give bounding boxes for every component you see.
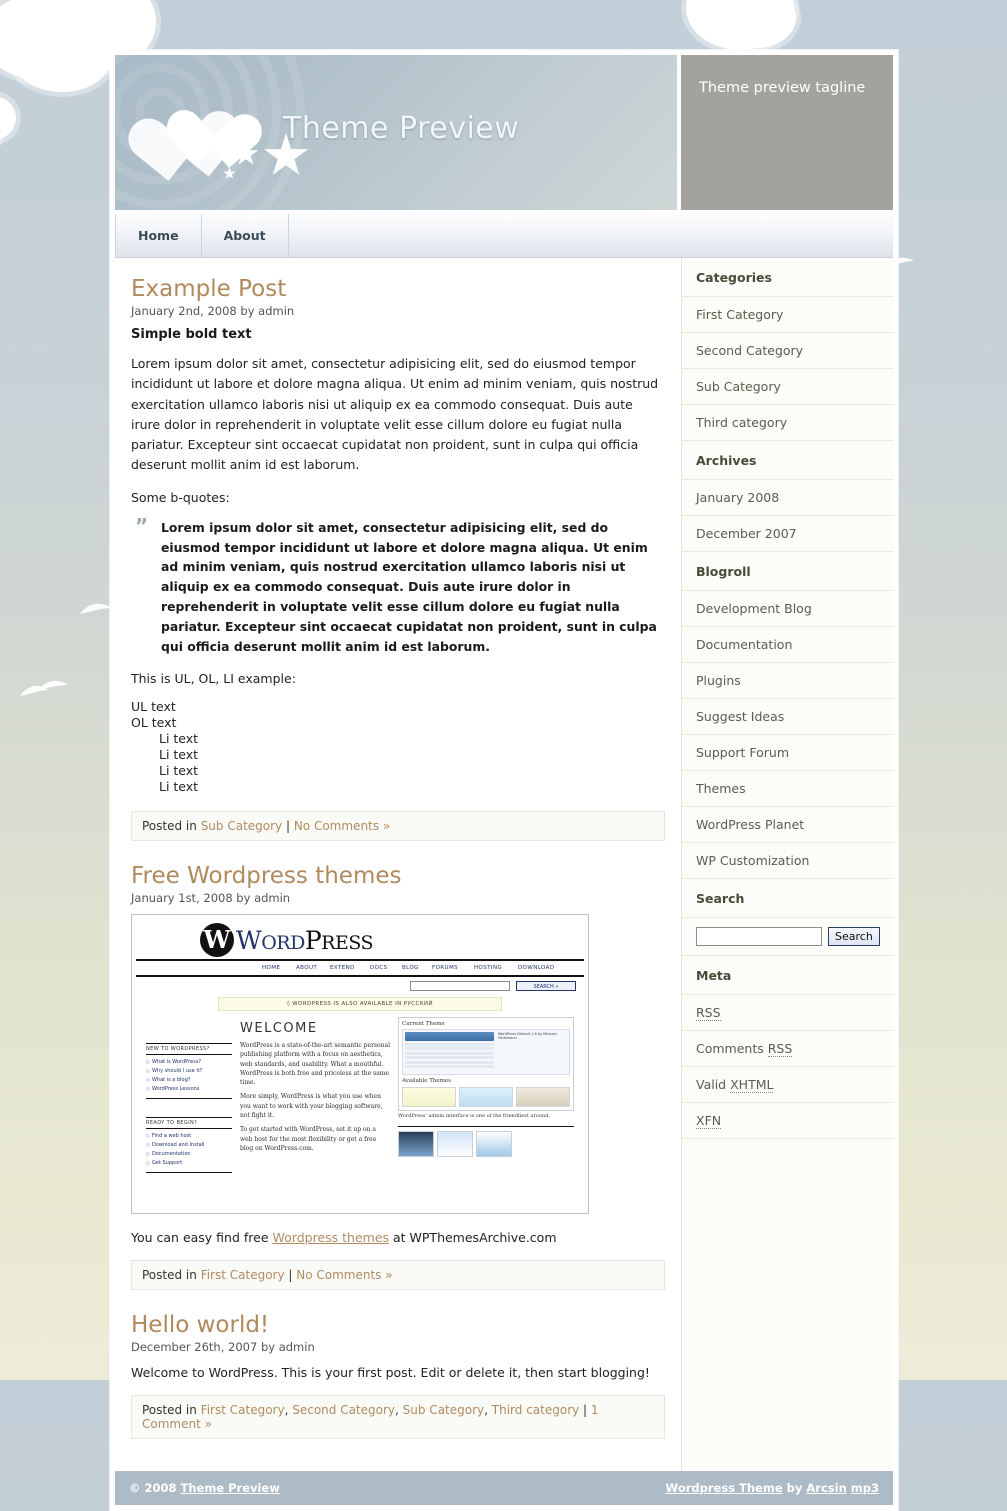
sidebar-item-valid-xhtml[interactable] [682,1067,894,1103]
xhtml-abbr: XHTML [730,1077,774,1092]
caption-before: You can easy find free [131,1229,273,1245]
sidebar-item-suggest-ideas[interactable]: Suggest Ideas [682,699,894,735]
heart-icon [133,103,253,210]
wp-column-left [146,1017,232,1173]
cloud-shape [14,30,110,92]
quote-mark-icon: ” [135,513,149,538]
post-category-link[interactable]: Sub Category [200,818,283,833]
post-title[interactable]: Example Post [131,276,287,302]
sidebar-item-wp-customization[interactable]: WP Customization [682,843,894,879]
wp-language-banner: ◊ WORDPRESS IS ALSO AVAILABLE IN РУССКИЙ [218,997,502,1011]
wp-para-1: WordPress is a state-of-the-art semantic personal publishing platform with a focus on aesthetics, web standards, and usability. What a mouthful. WordPress is both free and priceless at the same time. [240,1041,390,1087]
cloud-shape [0,96,16,140]
main-navigation [115,214,893,258]
blockquote [131,513,665,657]
wp-col1-item: ○ Find a web host [146,1132,232,1141]
wp-col1-head2: READY TO BEGIN? [146,1117,232,1129]
blockquote-text: Lorem ipsum dolor sit amet, consectetur adipisicing elit, sed do eiusmod tempor incididunt ut labore et dolore magna aliqua. Ut enim ad minim veniam, quis nostrud exercitation ullamco laboris nisi ut aliquip ex ea commodo consequat. Duis aute irure dolor in reprehenderit in voluptate velit esse cillum dolore eu fugiat nulla pariatur. Excepteur sint occaecat cupidatat non proident, sunt in culpa qui officia deserunt mollit anim id est laborum. [161,519,657,654]
site-header [115,55,893,210]
wp-panel-title-2: Available Themes [402,1077,451,1084]
post-meta-separator: | [579,1403,591,1418]
sidebar-item-december-2007[interactable]: December 2007 [682,516,894,552]
wp-nav-home: HOME [262,964,281,971]
post-meta [131,1260,665,1290]
copyright-prefix: © 2008 [129,1481,181,1496]
wp-panel-note: WordPress Default 1.6 by Michael Heilemann [497,1031,557,1040]
post-meta [131,1395,665,1439]
wp-panel-title: Current Theme [402,1020,445,1027]
caption-after: at WPThemesArchive.com [389,1229,557,1245]
main-content [115,258,681,1471]
wp-nav-blog: BLOG [402,964,419,971]
wp-search-input [410,981,510,991]
sidebar-item-support-forum[interactable]: Support Forum [682,735,894,771]
search-form [682,918,894,956]
bird-icon [18,676,80,706]
nav-item-home[interactable]: Home [115,214,202,257]
quote-intro: Some b-quotes: [131,489,230,505]
wp-nav-download: DOWNLOAD [518,964,555,971]
sidebar-heading-categories: Categories [682,258,894,297]
post-comments-link[interactable]: 1 Comment » [142,1403,599,1432]
sidebar-item-documentation[interactable]: Documentation [682,627,894,663]
post-comments-link[interactable]: No Comments » [293,818,391,833]
cloud-shape [716,0,796,48]
wordpress-wordmark [236,926,373,955]
wp-theme-thumbs [402,1087,570,1107]
wp-bottom-thumbs [398,1126,574,1157]
list-item: UL text [131,698,176,714]
site-footer [115,1471,893,1505]
post-date: January 2nd, 2008 by admin [131,304,295,318]
list-item: Li text [159,778,199,794]
wp-para-2: More simply, WordPress is what you use when you want to work with your blogging software, not fight it. [240,1093,383,1119]
list-example [131,699,665,795]
list-item: OL text [131,714,177,730]
wp-column-middle [240,1017,390,1173]
wp-searchbar [136,977,584,995]
wp-col1-item: ○ What is WordPress? [146,1058,232,1067]
wordpress-logo-icon: W [200,923,234,957]
list-item: Li text [159,730,199,746]
sidebar-item-comments-rss[interactable] [682,1031,894,1067]
post-meta-separator: | [282,818,294,833]
sidebar-heading-archives: Archives [682,441,894,480]
wp-admin-preview [402,1029,570,1075]
wp-col1-item: ○ Download and Install [146,1141,232,1150]
sidebar-item-third-category[interactable]: Third category [682,405,894,441]
header-banner [115,55,677,210]
post-caption [131,1228,665,1248]
post-title[interactable]: Free Wordpress themes [131,862,402,889]
content-columns [115,258,893,1471]
comma: , [284,1403,293,1418]
wp-divider [146,1098,232,1099]
search-input[interactable] [696,927,822,946]
sidebar-item-rss[interactable] [682,995,894,1031]
post-date: December 26th, 2007 by admin [131,1340,315,1355]
list-item: Li text [159,746,199,762]
footer-mp3-link[interactable]: mp3 [850,1481,879,1496]
wp-column-right [398,1017,574,1173]
wp-col1-item: ○ Documentation [146,1150,232,1159]
footer-padding [115,1505,893,1511]
post-date: January 1st, 2008 by admin [131,890,291,905]
post-meta-prefix: Posted in [142,818,201,833]
valid-prefix: Valid [696,1077,731,1092]
wp-nav-hosting: HOSTING [474,964,503,971]
wp-divider [146,1172,232,1173]
wordpress-homepage-screenshot[interactable] [131,914,589,1214]
rss-abbr: RSS [696,1005,721,1020]
sidebar-item-sub-category[interactable]: Sub Category [682,369,894,405]
wp-search-button: SEARCH » [516,981,576,991]
post-body: Lorem ipsum dolor sit amet, consectetur adipisicing elit, sed do eiusmod tempor incididunt ut labore et dolore magna aliqua. Ut enim ad minim veniam, quis nostrud exercitation ullamco laboris nisi ut aliquip ex ea commodo consequat. Duis aute irure dolor in reprehenderit in voluptate velit esse cillum dolore eu fugiat nulla pariatur. Excepteur sint occaecat cupidatat non proident, sunt in culpa qui officia deserunt mollit anim id est laborum. [131,356,659,473]
wp-col1-head1: NEW TO WORDPRESS? [146,1043,232,1055]
sidebar-item-wordpress-planet[interactable]: WordPress Planet [682,807,894,843]
wp-nav [136,961,584,977]
cloud-shape [686,0,794,50]
sidebar-item-development-blog[interactable]: Development Blog [682,591,894,627]
wp-logo-row [136,919,584,961]
sidebar-item-january-2008[interactable]: January 2008 [682,480,894,516]
site-tagline: Theme preview tagline [681,55,893,210]
list-item: Li text [159,762,199,778]
page-wrapper [110,50,898,1511]
post-meta [131,811,665,841]
cloud-shape [0,0,102,80]
post-meta-separator: | [284,1268,297,1283]
footer-copyright [129,1481,280,1495]
sidebar-item-first-category[interactable]: First Category [682,297,894,333]
post-title[interactable]: Hello world! [131,1312,270,1339]
wp-col1-item: ○ What is a blog? [146,1076,232,1085]
post-free-wordpress-themes [131,863,665,1290]
wordmark-w: W [236,925,262,955]
wp-columns [136,1017,584,1173]
post-hello-world [131,1312,665,1439]
wp-welcome-heading: WELCOME [240,1020,318,1036]
post-bold-line: Simple bold text [131,327,252,342]
sidebar-heading-blogroll: Blogroll [682,552,894,591]
comma: , [484,1403,492,1418]
wp-nav-extend: EXTEND [330,964,355,971]
wordmark-ress: RESS [321,931,374,954]
wp-para-3: To get started with WordPress, set it up on a web host for the most flexibility or get a free blog on WordPress.com. [240,1126,377,1152]
sidebar-item-xfn[interactable] [682,1103,894,1139]
comma: , [395,1403,403,1418]
post-category-link[interactable]: Second Category [292,1403,396,1418]
post-example-post [131,276,665,841]
wp-nav-about: ABOUT [296,964,318,971]
wordmark-ord: ORD [261,931,305,954]
xfn-abbr: XFN [696,1113,722,1128]
footer-theme-link[interactable]: Wordpress Theme [665,1481,783,1496]
wp-col1-item: ○ Why should I use it? [146,1067,232,1076]
sidebar-heading-meta: Meta [682,956,894,995]
list-intro: This is UL, OL, LI example: [131,670,296,686]
rss-abbr: RSS [767,1041,793,1056]
wp-col1-item: ○ Get Support [146,1159,232,1168]
post-category-link[interactable]: Third category [491,1403,580,1418]
post-meta-prefix: Posted in [142,1268,201,1283]
post-meta-prefix: Posted in [142,1403,201,1418]
sidebar-item-second-category[interactable]: Second Category [682,333,894,369]
footer-site-link[interactable]: Theme Preview [180,1481,280,1496]
wp-nav-docs: DOCS [370,964,388,971]
sidebar [681,258,894,1471]
wordmark-p: P [304,925,322,955]
sidebar-heading-search: Search [682,879,894,918]
wp-caption: WordPress’ admin interface is one of the friendliest around. [398,1112,551,1119]
footer-author-link[interactable]: Arcsin [806,1481,847,1496]
sidebar-item-plugins[interactable]: Plugins [682,663,894,699]
wp-nav-forums: FORUMS [432,964,458,971]
wp-col1-item: ○ WordPress Lessons [146,1085,232,1094]
post-category-link[interactable]: First Category [200,1403,285,1418]
post-category-link[interactable]: Sub Category [402,1403,485,1418]
wp-current-theme-panel [398,1017,574,1111]
comments-prefix: Comments [696,1041,768,1056]
post-comments-link[interactable]: No Comments » [296,1268,393,1283]
post-category-link[interactable]: First Category [200,1268,285,1283]
wordpress-themes-link[interactable]: Wordpress themes [272,1229,390,1245]
sidebar-item-themes[interactable]: Themes [682,771,894,807]
nav-item-about[interactable]: About [202,214,289,257]
nav-filler [289,214,893,257]
footer-credit [666,1481,879,1495]
post-body: Welcome to WordPress. This is your first post. Edit or delete it, then start blogging! [131,1365,650,1381]
site-title[interactable]: Theme Preview [283,111,520,146]
search-button[interactable]: Search [828,927,880,946]
credit-mid: by [782,1481,807,1496]
